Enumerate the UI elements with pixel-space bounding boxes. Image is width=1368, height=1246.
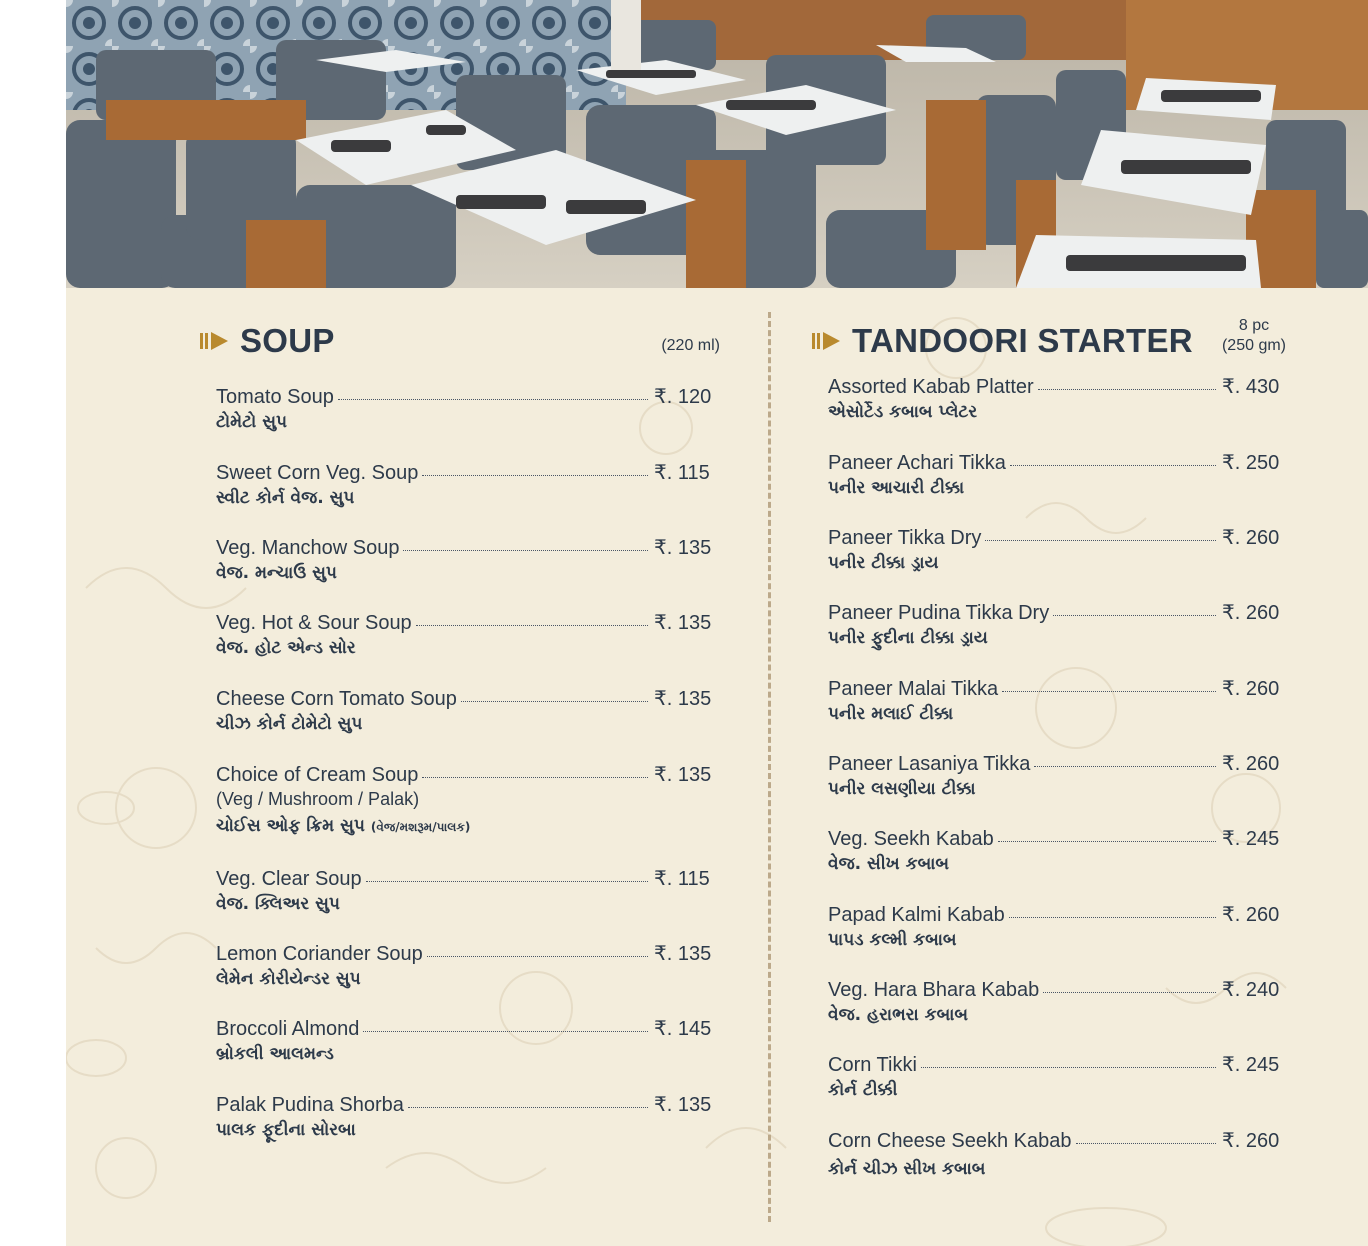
item-options: (Veg / Mushroom / Palak): [216, 789, 420, 809]
menu-item: [828, 977, 1280, 1025]
item-gujarati: પનીર આચારી ટીક્કા: [828, 478, 965, 498]
dotted-leader: [998, 841, 1216, 842]
item-gujarati: પનીર ટીક્કા ડ્રાય: [828, 553, 939, 573]
item-name: Veg. Clear Soup: [216, 868, 362, 890]
item-name: Paneer Achari Tikka: [828, 452, 1006, 474]
dotted-leader: [408, 1107, 648, 1108]
item-price: ₹. 145: [654, 1018, 712, 1040]
item-price: ₹. 245: [1222, 1054, 1280, 1076]
dotted-leader: [416, 625, 648, 626]
item-name: Sweet Corn Veg. Soup: [216, 462, 419, 484]
menu-item: [216, 1016, 712, 1064]
item-gujarati: પનીર ફુદીના ટીક્કા ડ્રાય: [828, 628, 988, 648]
section-title: SOUP: [240, 322, 335, 359]
item-name: Tomato Soup: [216, 386, 334, 408]
menu-item: [828, 1128, 1280, 1179]
dotted-leader: [363, 1031, 648, 1032]
item-gujarati: વેજ. મન્ચાઉ સુપ: [216, 563, 337, 583]
menu-item: [828, 826, 1280, 874]
item-price: ₹. 260: [1222, 753, 1280, 775]
item-price: ₹. 135: [654, 943, 712, 965]
dotted-leader: [422, 777, 648, 778]
dotted-leader: [921, 1067, 1216, 1068]
soup-section: [200, 318, 720, 1140]
item-gujarati: પાલક ફૂદીના સોરબા: [216, 1120, 356, 1140]
item-name: Choice of Cream Soup: [216, 764, 419, 786]
item-gujarati: વેજ. હરાભરા કબાબ: [828, 1005, 969, 1025]
item-price: ₹. 135: [654, 537, 712, 559]
dotted-leader: [985, 540, 1216, 541]
item-price: ₹. 250: [1222, 452, 1280, 474]
item-price: ₹. 135: [654, 764, 712, 786]
item-price: ₹. 260: [1222, 527, 1280, 549]
item-gujarati: એસોર્ટેડ કબાબ પ્લેટર: [828, 402, 978, 422]
dotted-leader: [338, 399, 648, 400]
item-gujarati: ચીઝ કોર્ન ટોમેટો સુપ: [216, 714, 363, 734]
dotted-leader: [1009, 917, 1216, 918]
section-title: TANDOORI STARTER: [852, 322, 1193, 359]
tandoori-section: [812, 317, 1292, 1179]
item-gujarati: બ્રોકલી આલમન્ડ: [216, 1044, 334, 1064]
item-name: Paneer Pudina Tikka Dry: [828, 602, 1050, 624]
menu-item: [216, 460, 712, 508]
item-price: ₹. 135: [654, 612, 712, 634]
piece-count: 8 pc: [1238, 317, 1270, 334]
item-name: Broccoli Almond: [216, 1018, 360, 1040]
menu-item: [828, 1052, 1280, 1100]
dotted-leader: [1053, 615, 1216, 616]
dotted-leader: [1043, 992, 1216, 993]
item-name: Corn Tikki: [828, 1054, 917, 1076]
item-gujarati: કોર્ન ચીઝ સીખ કબાબ: [828, 1159, 986, 1179]
menu-item: [828, 751, 1280, 799]
item-price: ₹. 430: [1222, 376, 1280, 398]
item-name: Lemon Coriander Soup: [216, 943, 423, 965]
item-gujarati: વેજ. હોટ એન્ડ સોર: [216, 638, 356, 658]
menu-item: [828, 374, 1280, 422]
item-gujarati: પનીર મલાઈ ટીક્કા: [828, 704, 954, 724]
dotted-leader: [1038, 389, 1216, 390]
double-play-arrow-icon: [200, 331, 230, 351]
menu-item: [216, 384, 712, 432]
item-price: ₹. 260: [1222, 1130, 1280, 1152]
restaurant-photo: [66, 0, 1368, 288]
portion-weight: (250 gm): [1221, 337, 1286, 354]
item-price: ₹. 115: [654, 868, 710, 890]
dotted-leader: [427, 956, 648, 957]
item-gujarati: કોર્ન ટીક્કી: [828, 1080, 898, 1100]
menu-item: [828, 525, 1280, 573]
soup-header: [200, 318, 720, 368]
item-price: ₹. 260: [1222, 678, 1280, 700]
menu-panel: [66, 288, 1368, 1246]
dotted-leader: [1076, 1143, 1217, 1144]
menu-item: [216, 762, 712, 836]
menu-item: [828, 902, 1280, 950]
item-name: Palak Pudina Shorba: [216, 1094, 404, 1116]
item-name: Cheese Corn Tomato Soup: [216, 688, 457, 710]
menu-item: [828, 676, 1280, 724]
item-price: ₹. 240: [1222, 979, 1280, 1001]
item-name: Veg. Seekh Kabab: [828, 828, 994, 850]
item-gujarati: ટોમેટો સુપ: [216, 412, 288, 432]
item-gujarati: વેજ. ક્લિઅર સુપ: [216, 894, 340, 914]
dotted-leader: [403, 550, 648, 551]
menu-item: [828, 450, 1280, 498]
portion-note: (220 ml): [661, 337, 720, 354]
item-price: ₹. 260: [1222, 904, 1280, 926]
dotted-leader: [422, 475, 648, 476]
item-price: ₹. 115: [654, 462, 710, 484]
menu-item: [216, 866, 712, 914]
menu-item: [216, 610, 712, 658]
item-name: Veg. Manchow Soup: [216, 537, 400, 559]
item-name: Veg. Hot & Sour Soup: [216, 612, 412, 634]
dotted-leader: [366, 881, 648, 882]
item-price: ₹. 135: [654, 688, 712, 710]
dotted-leader: [1034, 766, 1216, 767]
item-name: Veg. Hara Bhara Kabab: [828, 979, 1040, 1001]
item-price: ₹. 120: [654, 386, 712, 408]
item-gujarati: વેજ. સીખ કબાબ: [828, 854, 950, 874]
item-price: ₹. 135: [654, 1094, 712, 1116]
item-name: Assorted Kabab Platter: [828, 376, 1034, 398]
menu-item: [216, 941, 712, 989]
item-gujarati: સ્વીટ કોર્ન વેજ. સુપ: [216, 488, 355, 508]
item-name: Papad Kalmi Kabab: [828, 904, 1005, 926]
item-name: Paneer Malai Tikka: [828, 678, 999, 700]
item-price: ₹. 260: [1222, 602, 1280, 624]
dotted-leader: [461, 701, 648, 702]
item-gujarati: પનીર લસણીયા ટીક્કા: [828, 779, 976, 799]
item-price: ₹. 245: [1222, 828, 1280, 850]
item-gujarati-row: [216, 816, 712, 836]
menu-item: [216, 1092, 712, 1140]
menu-item: [216, 686, 712, 734]
column-divider: [768, 312, 771, 1222]
item-gujarati: પાપડ કલ્મી કબાબ: [828, 930, 957, 950]
item-gujarati: ચોઈસ ઓફ ક્રિમ સુપ: [216, 816, 365, 836]
dotted-leader: [1002, 691, 1216, 692]
item-gujarati-options: (વેજ/મશરૂમ/પાલક): [370, 820, 471, 834]
double-play-arrow-icon: [812, 331, 842, 351]
dotted-leader: [1010, 465, 1216, 466]
menu-item: [828, 600, 1280, 648]
menu-item: [216, 535, 712, 583]
item-name: Corn Cheese Seekh Kabab: [828, 1130, 1072, 1152]
item-name: Paneer Lasaniya Tikka: [828, 753, 1031, 775]
item-name: Paneer Tikka Dry: [828, 527, 982, 549]
item-gujarati: લેમેન કોરીયેન્ડર સુપ: [216, 969, 361, 989]
tandoori-header: [812, 318, 1292, 368]
portion-note: [1222, 316, 1286, 356]
